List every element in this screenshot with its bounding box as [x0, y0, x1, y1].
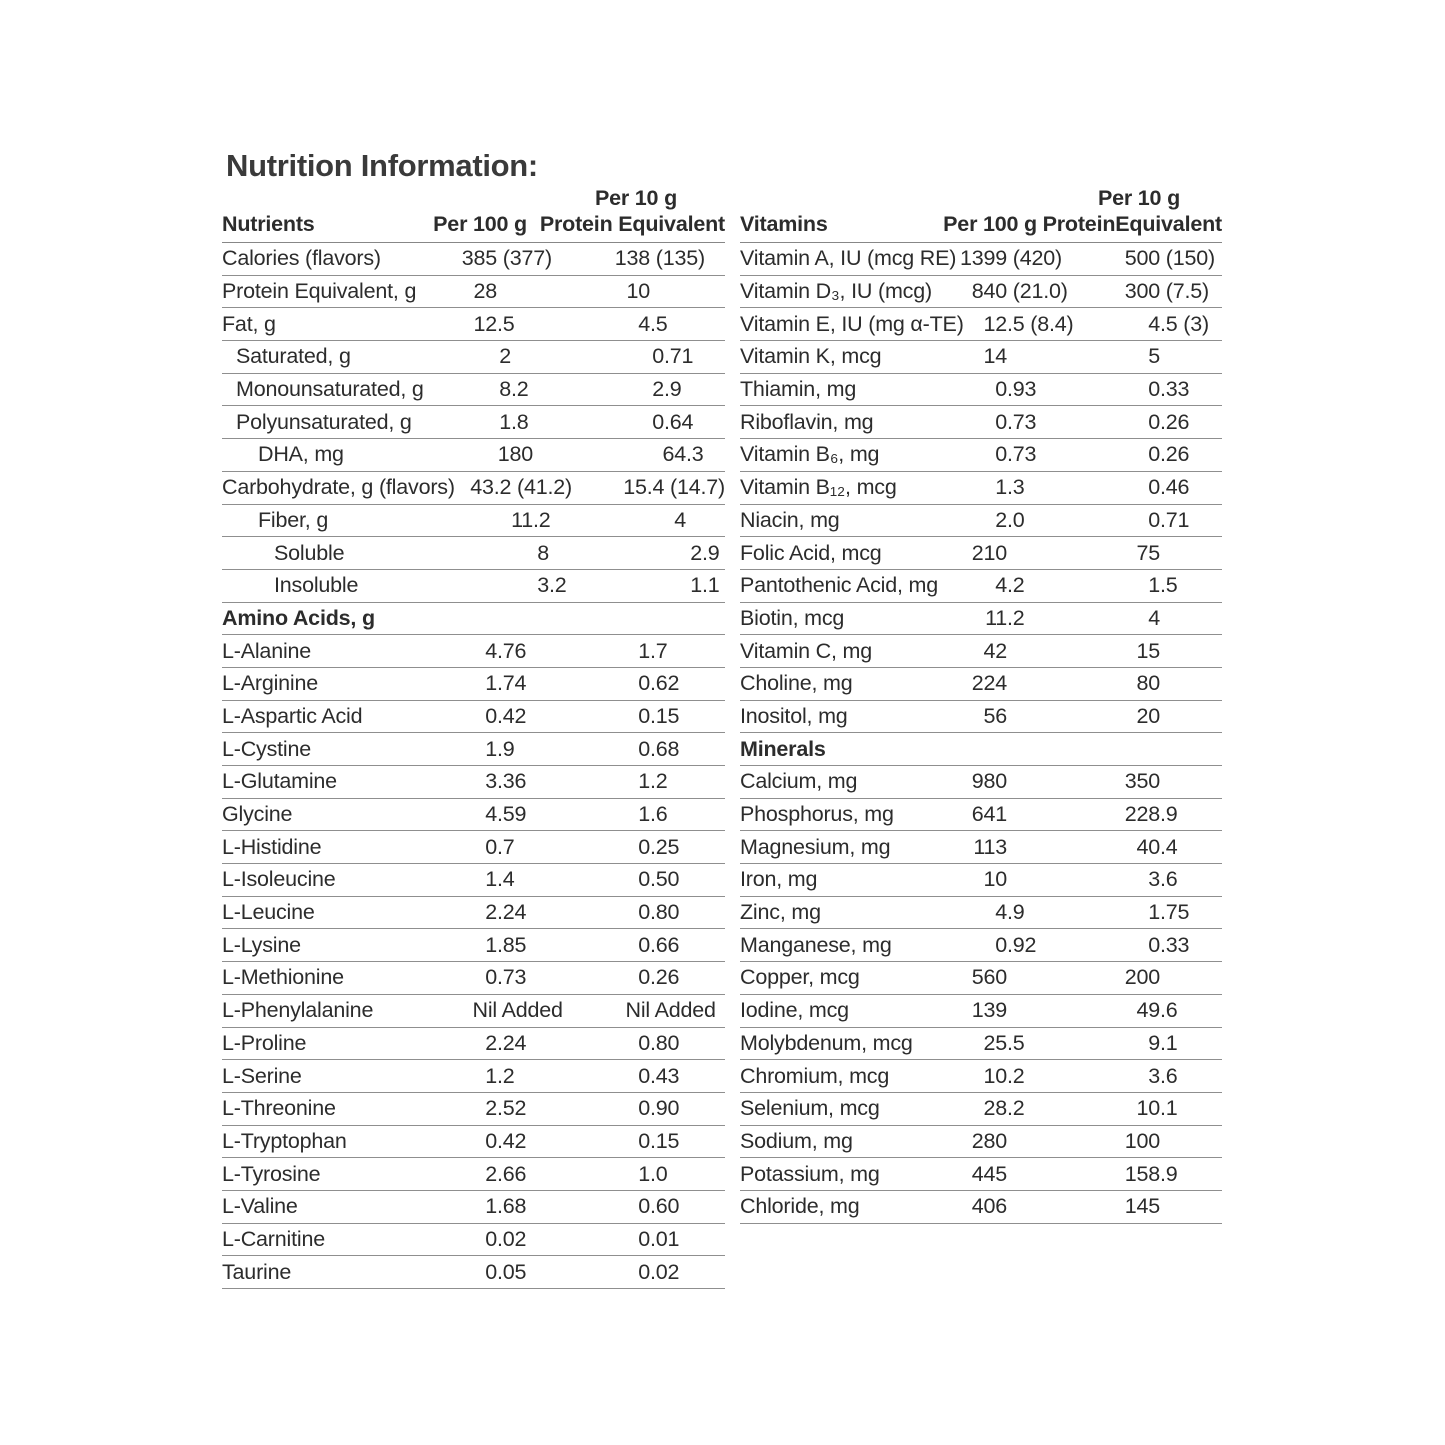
row-label: Monounsaturated, g [236, 377, 424, 402]
table-row [222, 635, 725, 668]
table-row [222, 1093, 725, 1126]
value-per-10g: 1 .0 [638, 1161, 668, 1186]
row-label: L-Histidine [222, 834, 322, 859]
table-row [740, 570, 1222, 603]
value-per-100g: 1 .8 [499, 409, 529, 434]
value-per-100g: 3 .36 [485, 769, 527, 794]
row-label: Iodine, mcg [740, 998, 849, 1023]
table-row [740, 1028, 1222, 1061]
row-label: L-Arginine [222, 671, 318, 696]
value-per-100g: 224 [971, 671, 1007, 696]
value-per-10g: 4 [674, 507, 686, 532]
table-row [222, 341, 725, 374]
value-per-10g: 0 .71 [652, 344, 694, 369]
table-row [740, 472, 1222, 505]
value-per-100g: 0 .92 [995, 932, 1037, 957]
value-per-10g: 2 .9 [652, 377, 682, 402]
value-per-10g: 158 .9 [1124, 1161, 1178, 1186]
value-per-10g: 3 .6 [1148, 867, 1178, 892]
column-header-nutrients: Nutrients [222, 212, 315, 236]
value-per-10g: 228 .9 [1124, 802, 1178, 827]
value-per-100g: 8 [537, 540, 549, 565]
vitamins-minerals-table-body [740, 243, 1222, 1224]
value-per-100g: 11 .2 [985, 605, 1025, 630]
row-label: L-Carnitine [222, 1226, 325, 1251]
value-per-100g: 180 [497, 442, 533, 467]
row-label: Niacin, mg [740, 507, 840, 532]
value-per-100g: 2 .24 [485, 1030, 527, 1055]
row-label: Phosphorus, mg [740, 802, 894, 827]
table-row [740, 995, 1222, 1028]
table-row [740, 439, 1222, 472]
value-per-100g: 1 .2 [485, 1063, 515, 1088]
row-label: Inositol, mg [740, 703, 848, 728]
row-label: Minerals [740, 736, 826, 761]
row-label: L-Methionine [222, 965, 344, 990]
value-per-100g: 641 [971, 802, 1007, 827]
table-row [740, 308, 1222, 341]
row-label: Biotin, mcg [740, 605, 845, 630]
value-per-10g: 4 .5 [638, 311, 668, 336]
row-label: Potassium, mg [740, 1161, 880, 1186]
section-header-row [740, 733, 1222, 766]
value-per-10g: 1 .5 [1148, 573, 1178, 598]
value-per-100g: 840 (21.0) [971, 279, 1068, 304]
value-per-100g: 4 .9 [995, 900, 1025, 925]
table-row [222, 897, 725, 930]
value-per-10g: 0 .43 [638, 1063, 680, 1088]
table-row [740, 1060, 1222, 1093]
table-row [222, 733, 725, 766]
row-label: Magnesium, mg [740, 834, 891, 859]
value-per-100g: 1 .3 [995, 475, 1025, 500]
row-label: L-Leucine [222, 900, 315, 925]
value-per-10g: 200 [1124, 965, 1160, 990]
value-per-100g: 980 [971, 769, 1007, 794]
row-label: Polyunsaturated, g [236, 409, 412, 434]
table-row [222, 929, 725, 962]
row-label: Insoluble [274, 573, 359, 598]
value-per-10g: 1 .1 [690, 573, 720, 598]
value-per-10g: 0 .66 [638, 932, 680, 957]
column-header-per-10g [1037, 186, 1222, 237]
row-label: Vitamin B₁₂, mcg [740, 475, 897, 500]
row-label: Copper, mcg [740, 965, 860, 990]
table-row [740, 766, 1222, 799]
value-per-100g: 445 [971, 1161, 1007, 1186]
page-title: Nutrition Information: [226, 148, 538, 183]
row-label: L-Proline [222, 1030, 307, 1055]
value-per-10g: 3 .6 [1148, 1063, 1178, 1088]
table-row [740, 505, 1222, 538]
column-header-per-10g-line2: Protein Equivalent [539, 212, 725, 236]
value-per-10g: 20 [1136, 703, 1160, 728]
value-per-100g: 2 .66 [485, 1161, 527, 1186]
value-per-100g: 0 .73 [995, 409, 1037, 434]
row-label: Sodium, mg [740, 1128, 853, 1153]
table-row [222, 439, 725, 472]
value-per-10g: 10 [626, 279, 650, 304]
table-row [222, 374, 725, 407]
row-label: Selenium, mcg [740, 1096, 880, 1121]
table-row [740, 1126, 1222, 1159]
table-row [222, 1256, 725, 1289]
value-per-100g: 4 .76 [485, 638, 527, 663]
row-label: Chloride, mg [740, 1194, 860, 1219]
value-per-10g: 75 [1136, 540, 1160, 565]
value-per-100g: 8 .2 [499, 377, 529, 402]
value-per-10g: 4 .5 (3) [1148, 311, 1209, 336]
table-row [222, 701, 725, 734]
value-per-10g: 0 .26 [1148, 442, 1190, 467]
row-label: L-Isoleucine [222, 867, 336, 892]
value-per-100g: 1 .68 [485, 1194, 527, 1219]
table-row [222, 962, 725, 995]
row-label: L-Valine [222, 1194, 298, 1219]
table-row [740, 668, 1222, 701]
row-label: Folic Acid, mcg [740, 540, 882, 565]
table-row [740, 799, 1222, 832]
table-row [222, 406, 725, 439]
value-per-10g: 1 .2 [638, 769, 668, 794]
table-row [222, 1191, 725, 1224]
value-per-100g: Nil Added [472, 998, 563, 1023]
value-per-10g: 80 [1136, 671, 1160, 696]
table-row [222, 831, 725, 864]
value-per-10g: 0 .80 [638, 900, 680, 925]
table-row [222, 1060, 725, 1093]
table-row [740, 962, 1222, 995]
row-label: Soluble [274, 540, 345, 565]
value-per-100g: 14 [983, 344, 1007, 369]
value-per-10g: 5 [1148, 344, 1160, 369]
table-row [740, 929, 1222, 962]
value-per-10g: 49 .6 [1136, 998, 1178, 1023]
table-row [222, 668, 725, 701]
value-per-10g: 0 .80 [638, 1030, 680, 1055]
row-label: L-Alanine [222, 638, 312, 663]
value-per-10g: 40 .4 [1136, 834, 1178, 859]
value-per-10g: 0 .26 [638, 965, 680, 990]
row-label: Vitamin E, IU (mg α-TE) [740, 311, 964, 336]
row-label: Fat, g [222, 311, 276, 336]
table-row [740, 374, 1222, 407]
table-row [740, 831, 1222, 864]
value-per-10g: 0 .15 [638, 703, 680, 728]
table-row [740, 243, 1222, 276]
value-per-100g: 2 .24 [485, 900, 527, 925]
value-per-100g: 0 .42 [485, 1128, 527, 1153]
value-per-100g: 28 [473, 279, 497, 304]
table-row [222, 799, 725, 832]
table-row [740, 897, 1222, 930]
table-header [740, 186, 1222, 243]
value-per-100g: 1399 (420) [959, 246, 1062, 271]
value-per-100g: 406 [971, 1194, 1007, 1219]
row-label: L-Lysine [222, 932, 301, 957]
column-header-per-10g-line1: Per 10 g [1097, 186, 1180, 210]
value-per-100g: 4 .59 [485, 802, 527, 827]
table-row [222, 1158, 725, 1191]
tables-container [222, 186, 1222, 1289]
value-per-100g: 10 .2 [983, 1063, 1025, 1088]
table-row [740, 537, 1222, 570]
row-label: L-Tyrosine [222, 1161, 321, 1186]
value-per-10g: 0 .15 [638, 1128, 680, 1153]
row-label: Saturated, g [236, 344, 351, 369]
table-row [222, 1126, 725, 1159]
row-label: Zinc, mg [740, 900, 821, 925]
row-label: Thiamin, mg [740, 377, 857, 402]
value-per-100g: 11 .2 [511, 507, 551, 532]
row-label: L-Threonine [222, 1096, 336, 1121]
value-per-100g: 1 .74 [485, 671, 527, 696]
value-per-10g: 2 .9 [690, 540, 720, 565]
value-per-100g: 25 .5 [983, 1030, 1025, 1055]
value-per-100g: 139 [971, 998, 1007, 1023]
row-label: L-Aspartic Acid [222, 703, 363, 728]
value-per-10g: 0 .01 [638, 1226, 680, 1251]
value-per-100g: 3 .2 [537, 573, 567, 598]
value-per-10g: 0 .50 [638, 867, 680, 892]
table-row [222, 1224, 725, 1257]
row-label: L-Serine [222, 1063, 302, 1088]
vitamins-minerals-table [740, 186, 1222, 1224]
row-label: L-Cystine [222, 736, 312, 761]
table-row [740, 701, 1222, 734]
table-row [222, 537, 725, 570]
table-row [740, 276, 1222, 309]
nutrients-table [222, 186, 725, 1289]
row-label: Molybdenum, mcg [740, 1030, 913, 1055]
value-per-100g: 0 .7 [485, 834, 515, 859]
column-header-per-10g-line2: ProteinEquivalent [1042, 212, 1222, 236]
value-per-100g: 42 [983, 638, 1007, 663]
value-per-100g: 1 .85 [485, 932, 527, 957]
table-row [222, 308, 725, 341]
value-per-10g: 0 .46 [1148, 475, 1190, 500]
row-label: Riboflavin, mg [740, 409, 874, 434]
value-per-10g: 1 .6 [638, 802, 668, 827]
value-per-10g: 64 .3 [662, 442, 704, 467]
row-label: Pantothenic Acid, mg [740, 573, 938, 598]
value-per-10g: 15 [1136, 638, 1160, 663]
value-per-10g: 0 .62 [638, 671, 680, 696]
table-row [740, 864, 1222, 897]
value-per-100g: 1 .9 [485, 736, 515, 761]
value-per-100g: 0 .02 [485, 1226, 527, 1251]
value-per-100g: 2 .0 [995, 507, 1025, 532]
row-label: Amino Acids, g [222, 605, 375, 630]
value-per-10g: 0 .90 [638, 1096, 680, 1121]
value-per-100g: 0 .05 [485, 1259, 527, 1284]
column-header-per-10g-line1: Per 10 g [594, 186, 677, 210]
value-per-10g: Nil Added [625, 998, 716, 1023]
row-label: DHA, mg [258, 442, 344, 467]
row-label: Vitamin D₃, IU (mcg) [740, 279, 932, 304]
column-header-per-10g [527, 186, 725, 237]
table-row [740, 341, 1222, 374]
value-per-100g: 12 .5 (8.4) [983, 311, 1074, 336]
table-row [740, 406, 1222, 439]
content-area [222, 148, 1222, 1289]
row-label: Choline, mg [740, 671, 853, 696]
value-per-100g: 2 .52 [485, 1096, 527, 1121]
table-row [222, 472, 725, 505]
table-row [222, 864, 725, 897]
row-label: Fiber, g [258, 507, 329, 532]
table-header [222, 186, 725, 243]
value-per-100g: 12 .5 [473, 311, 515, 336]
row-label: Vitamin B₆, mg [740, 442, 880, 467]
column-header-per-100g: Per 100 g [433, 212, 527, 236]
row-label: Vitamin C, mg [740, 638, 873, 663]
value-per-10g: 0 .02 [638, 1259, 680, 1284]
value-per-10g: 0 .71 [1148, 507, 1190, 532]
row-label: Calcium, mg [740, 769, 858, 794]
value-per-100g: 0 .42 [485, 703, 527, 728]
row-label: L-Glutamine [222, 769, 337, 794]
value-per-100g: 280 [971, 1128, 1007, 1153]
value-per-10g: 1 .7 [638, 638, 668, 663]
value-per-100g: 28 .2 [983, 1096, 1025, 1121]
row-label: Carbohydrate, g (flavors) [222, 475, 455, 500]
value-per-10g: 1 .75 [1148, 900, 1190, 925]
value-per-100g: 1 .4 [485, 867, 515, 892]
table-row [222, 243, 725, 276]
section-header-row [222, 603, 725, 636]
value-per-100g: 4 .2 [995, 573, 1025, 598]
value-per-10g: 10 .1 [1136, 1096, 1178, 1121]
value-per-100g: 385 (377) [461, 246, 552, 271]
row-label: Vitamin K, mcg [740, 344, 882, 369]
value-per-10g: 0 .26 [1148, 409, 1190, 434]
column-header-per-100g: Per 100 g [943, 212, 1037, 236]
row-label: Vitamin A, IU (mcg RE) [740, 246, 957, 271]
value-per-10g: 145 [1124, 1194, 1160, 1219]
table-row [222, 995, 725, 1028]
row-label: Calories (flavors) [222, 246, 381, 271]
value-per-100g: 56 [983, 703, 1007, 728]
table-row [222, 570, 725, 603]
column-header-vitamins: Vitamins [740, 212, 828, 236]
value-per-10g: 0 .33 [1148, 932, 1190, 957]
table-row [740, 1093, 1222, 1126]
row-label: Chromium, mcg [740, 1063, 890, 1088]
table-row [222, 505, 725, 538]
row-label: Glycine [222, 802, 293, 827]
value-per-100g: 560 [971, 965, 1007, 990]
row-label: Iron, mg [740, 867, 818, 892]
nutrients-table-body [222, 243, 725, 1289]
value-per-10g: 0 .33 [1148, 377, 1190, 402]
value-per-10g: 350 [1124, 769, 1160, 794]
value-per-10g: 0 .64 [652, 409, 694, 434]
table-row [740, 1158, 1222, 1191]
table-row [740, 603, 1222, 636]
value-per-100g: 113 [973, 834, 1007, 859]
row-label: Protein Equivalent, g [222, 279, 417, 304]
value-per-100g: 43 .2 (41.2) [470, 475, 572, 500]
value-per-10g: 138 (135) [614, 246, 705, 271]
value-per-100g: 2 [499, 344, 511, 369]
value-per-10g: 4 [1148, 605, 1160, 630]
table-row [222, 766, 725, 799]
value-per-10g: 0 .68 [638, 736, 680, 761]
value-per-100g: 210 [971, 540, 1007, 565]
value-per-100g: 0 .93 [995, 377, 1037, 402]
table-row [740, 1191, 1222, 1224]
value-per-10g: 9 .1 [1148, 1030, 1178, 1055]
table-row [740, 635, 1222, 668]
value-per-100g: 0 .73 [995, 442, 1037, 467]
value-per-10g: 15 .4 (14.7) [623, 475, 725, 500]
table-row [222, 276, 725, 309]
row-label: L-Phenylalanine [222, 998, 374, 1023]
value-per-10g: 0 .25 [638, 834, 680, 859]
table-row [222, 1028, 725, 1061]
value-per-10g: 300 (7.5) [1124, 279, 1209, 304]
value-per-10g: 500 (150) [1124, 246, 1215, 271]
value-per-100g: 0 .73 [485, 965, 527, 990]
value-per-10g: 100 [1124, 1128, 1160, 1153]
value-per-100g: 10 [983, 867, 1007, 892]
row-label: Taurine [222, 1259, 292, 1284]
value-per-10g: 0 .60 [638, 1194, 680, 1219]
row-label: L-Tryptophan [222, 1128, 347, 1153]
row-label: Manganese, mg [740, 932, 892, 957]
